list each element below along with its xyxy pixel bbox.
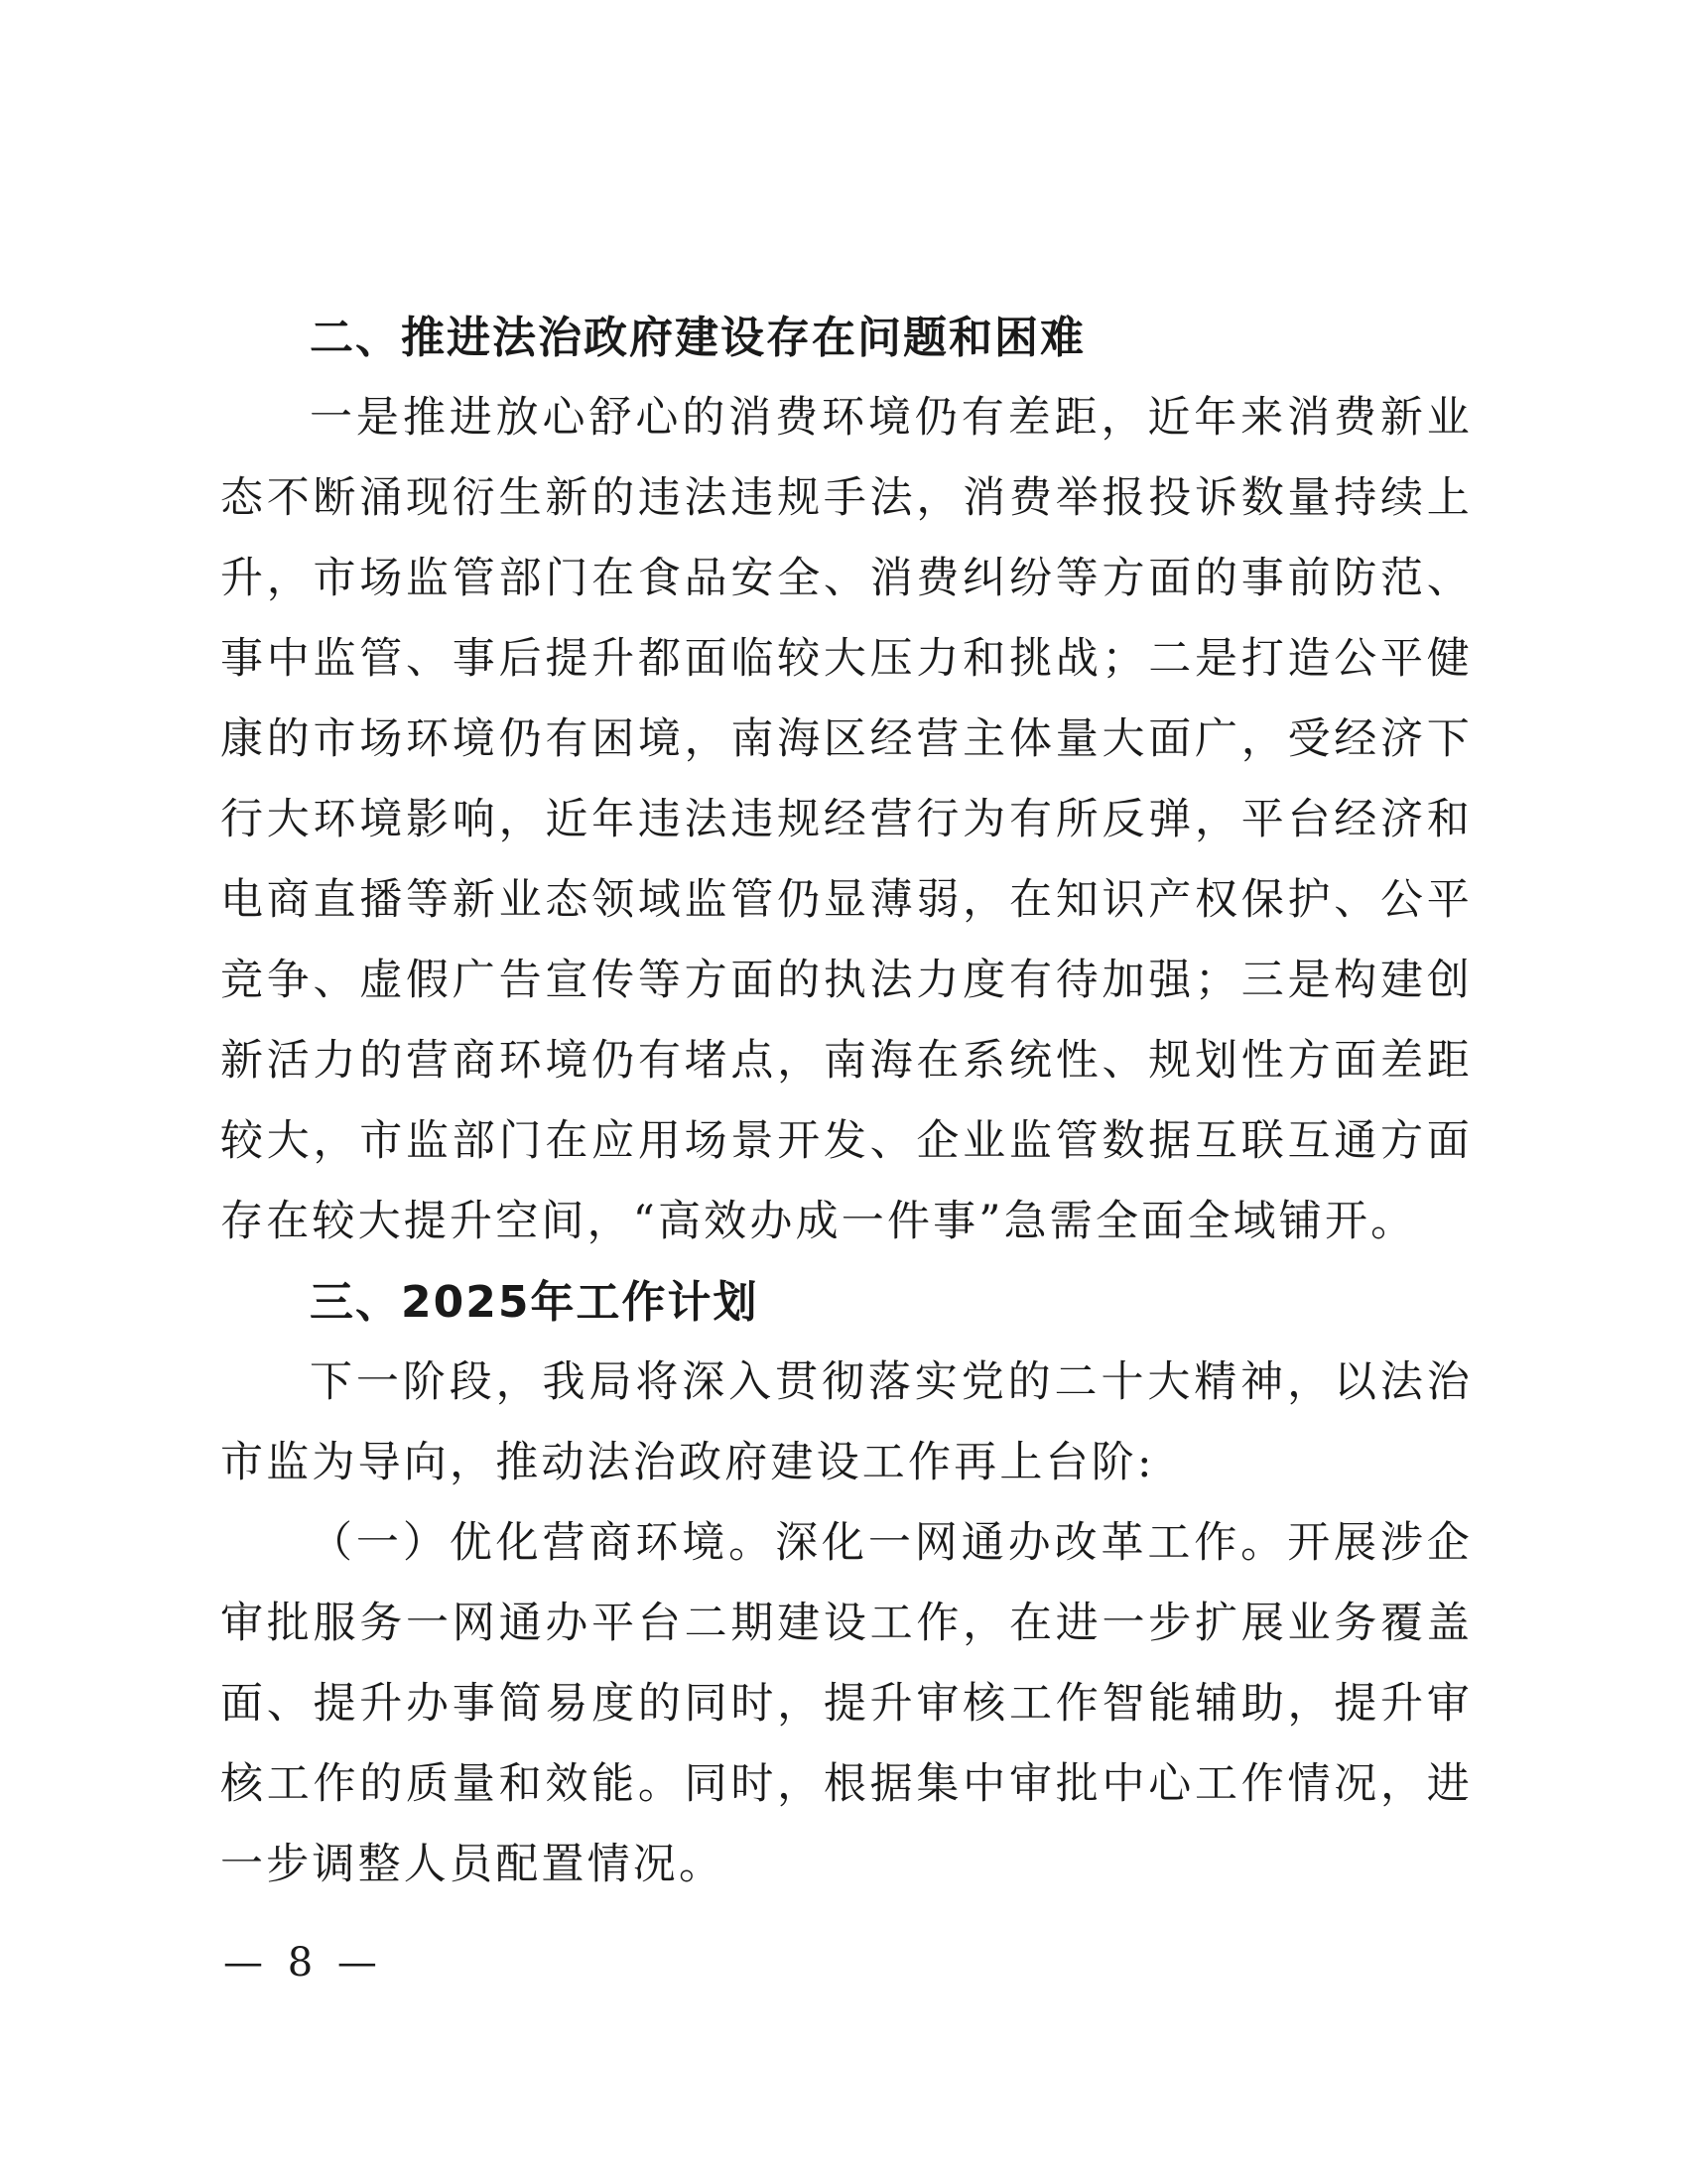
section-heading-problems: 二、推进法治政府建设存在问题和困难 — [310, 313, 1086, 363]
work-plan-intro-paragraph: 下一阶段，我局将深入贯彻落实党的二十大精神，以法治市监为导向，推动法治政府建设工作再上台阶: — [220, 1357, 1473, 1487]
document-body — [220, 298, 1473, 1905]
page-number: — 8 — — [223, 1940, 383, 1986]
business-environment-paragraph: （一）优化营商环境。深化一网通办改革工作。开展涉企审批服务一网通办平台二期建设工作，在进一步扩展业务覆盖面、提升办事简易度的同时，提升审核工作智能辅助，提升审核工作的质量和效能。同时，根据集中审批中心工作情况，进一步调整人员配置情况。 — [220, 1518, 1473, 1889]
section-heading-work-plan: 三、2025年工作计划 — [310, 1277, 759, 1328]
problems-paragraph: 一是推进放心舒心的消费环境仍有差距，近年来消费新业态不断涌现衍生新的违法违规手法，消费举报投诉数量持续上升，市场监管部门在食品安全、消费纠纷等方面的事前防范、事中监管、事后提升都面临较大压力和挑战；二是打造公平健康的市场环境仍有困境，南海区经营主体量大面广，受经济下行大环境影响，近年违法违规经营行为有所反弹，平台经济和电商直播等新业态领域监管仍显薄弱，在知识产权保护、公平竞争、虚假广告宣传等方面的执法力度有待加强；三是构建创新活力的营商环境仍有堵点，南海在系统性、规划性方面差距较大，市监部门在应用场景开发、企业监管数据互联互通方面存在较大提升空间，“高效办成一件事”急需全面全域铺开。 — [220, 393, 1473, 1246]
